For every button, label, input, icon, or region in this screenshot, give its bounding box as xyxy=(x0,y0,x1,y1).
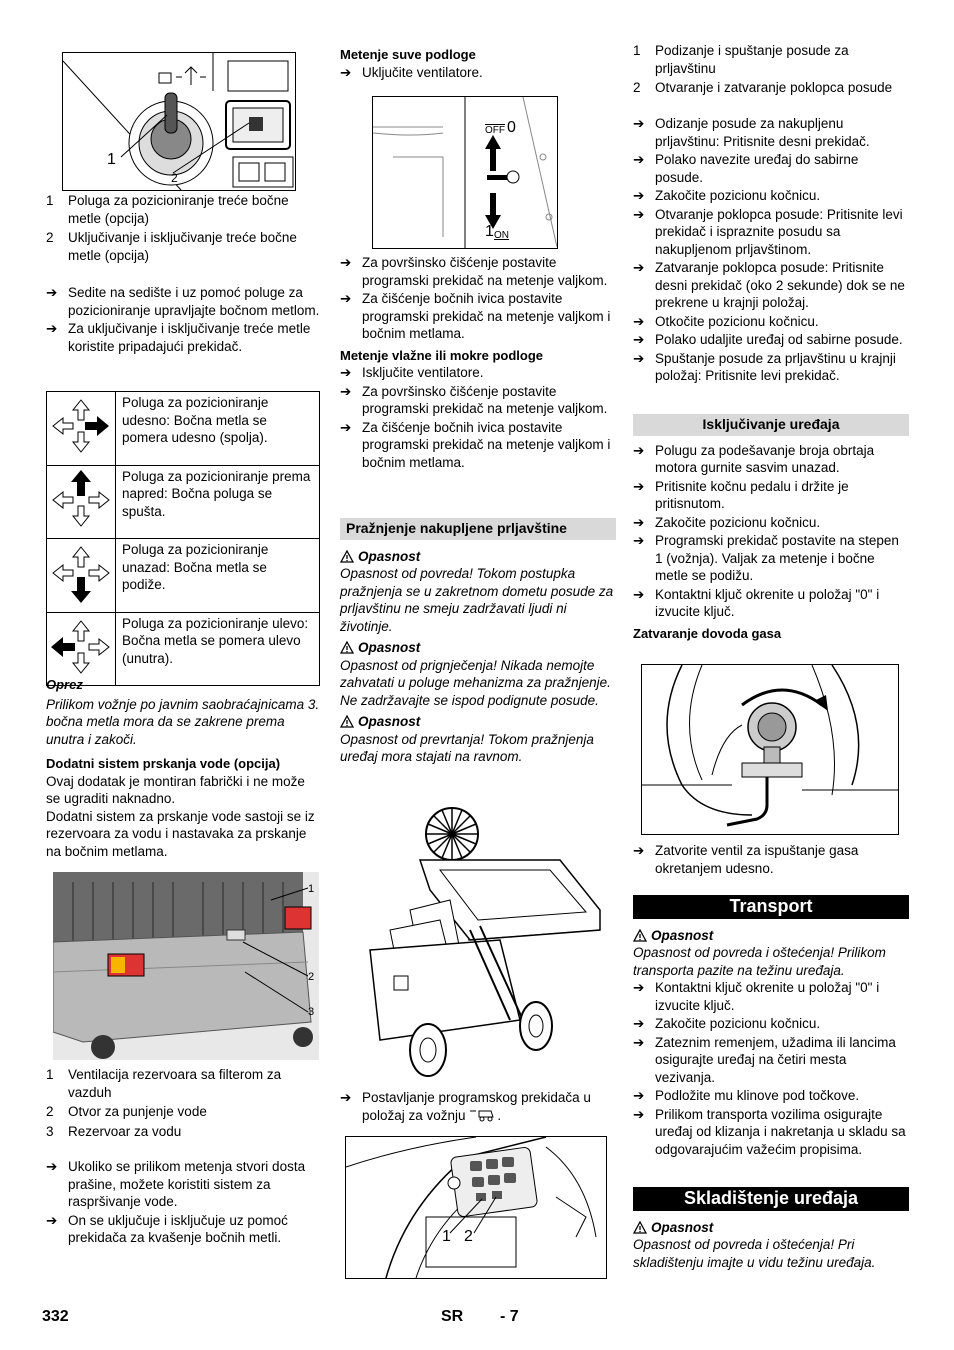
callout-2: 2 xyxy=(171,171,178,185)
step-item: ➔ Otvaranje poklopca posude: Pritisnite levi prekidač i ispraznite posudu sa nakupljenom prljavštinom. xyxy=(633,206,903,257)
step-item: ➔ Pritisnite kočnu pedalu i držite je pritisnutom. xyxy=(633,478,849,511)
step-item: ➔ Kontaktni ključ okrenite u položaj "0" i izvucite ključ. xyxy=(633,980,880,1013)
gas-heading: Zatvaranje dovoda gasa xyxy=(633,625,782,641)
switch-one-label: 1 xyxy=(485,223,494,240)
step-item: ➔ Za uključivanje i isključivanje treće metle koristite pripadajući prekidač. xyxy=(46,321,311,354)
transport-section xyxy=(633,895,909,1159)
warning-triangle-icon xyxy=(633,929,647,942)
water-spray-steps xyxy=(46,1158,320,1248)
wet-heading: Metenje vlažne ili mokre podloge xyxy=(340,347,543,363)
step-item: ➔ Otkočite pozicionu kočnicu. xyxy=(633,313,819,329)
shutdown-heading: Isključivanje uređaja xyxy=(633,414,909,436)
list-item: 3 Rezervoar za vodu xyxy=(46,1123,182,1139)
page-number: 332 xyxy=(42,1308,69,1325)
caution-block xyxy=(46,676,320,860)
step-item: ➔ Za površinsko čišćenje postavite programski prekidač na metenje valjkom. xyxy=(340,383,608,416)
warning-title: Opasnost xyxy=(340,548,616,566)
switch-on-label: ON xyxy=(494,230,509,241)
warning-triangle-icon xyxy=(340,550,354,563)
spray-paragraph-2: Dodatni sistem za prskanje vode sastoji se iz rezervoara za vodu i nastavaka za prskanje na bočnim metlama. xyxy=(46,808,315,859)
water-tank-legend xyxy=(46,1066,320,1142)
step-item: ➔ Polako navezite uređaj do sabirne posude. xyxy=(633,152,859,185)
callout-3: 3 xyxy=(308,1006,315,1018)
dry-heading: Metenje suve podloge xyxy=(340,47,476,62)
callout-1: 1 xyxy=(107,151,116,168)
lever-steps xyxy=(46,284,320,356)
dry-sweeping-section xyxy=(340,46,616,82)
dry-steps xyxy=(340,254,616,472)
step-item: ➔ Zakočite pozicionu kočnicu. xyxy=(633,514,821,530)
list-item: 2 Otvaranje i zatvaranje poklopca posude xyxy=(633,80,893,95)
warning-triangle-icon xyxy=(340,641,354,654)
table-cell: Poluga za pozicioniranje prema napred: Bočna poluga se spušta. xyxy=(116,465,320,539)
step-item: ➔ Odizanje posude za nakupljenu prljavštinu: Pritisnite desni prekidač. xyxy=(633,116,870,149)
list-item: 1 Podizanje i spuštanje posude za prljavštinu xyxy=(633,43,849,76)
table-cell: Poluga za pozicioniranje ulevo: Bočna metla se pomera ulevo (unutra). xyxy=(116,612,320,686)
emptying-heading: Pražnjenje nakupljene prljavštine xyxy=(340,518,616,540)
switch-zero-label: 0 xyxy=(507,119,516,136)
callout-2: 2 xyxy=(464,1228,473,1245)
step-item: ➔ Podložite mu klinove pod točkove. xyxy=(633,1088,860,1103)
warning-text: Opasnost od povreda i oštećenja! Prilikom transporta pazite na težinu uređaja. xyxy=(633,945,886,978)
table-cell: Poluga za pozicioniranje unazad: Bočna metla se podiže. xyxy=(116,539,320,613)
control-panel-figure xyxy=(345,1136,607,1279)
storage-section xyxy=(633,1187,909,1271)
storage-heading: Skladištenje uređaja xyxy=(633,1187,909,1211)
step-item: ➔ Za čišćenje bočnih ivica postavite programski prekidač na metenje valjkom i bočnim metlama. xyxy=(340,419,611,470)
language-code: SR xyxy=(441,1308,464,1325)
lever-forward-icon xyxy=(47,466,115,534)
step-item: ➔ Kontaktni ključ okrenite u položaj "0" i izvucite ključ. xyxy=(633,586,880,619)
transport-heading: Transport xyxy=(633,895,909,919)
step-item: ➔ Zatvaranje poklopca posude: Pritisnite desni prekidač (oko 2 sekunde) dok se ne prekrene u krajnji položaj. xyxy=(633,260,905,310)
step-item: ➔ Za čišćenje bočnih ivica postavite programski prekidač na metenje valjkom i bočnim metlama. xyxy=(340,291,611,341)
caution-title: Oprez xyxy=(46,677,83,692)
switch-off-label: $\overline{OFF}$ xyxy=(485,125,505,136)
warning-triangle-icon xyxy=(340,715,354,728)
list-item: 2 Uključivanje i isključivanje treće bočne metle (opcija) xyxy=(46,230,297,263)
callout-1: 1 xyxy=(442,1228,451,1245)
warning-text: Opasnost od povreda! Tokom postupka pražnjenja se u zakretnom dometu posude za prljavštinu ne smeju zadržavati ljudi ni životinje. xyxy=(340,566,614,634)
warning-title: Opasnost xyxy=(633,927,909,945)
warning-title: Opasnost xyxy=(340,713,616,731)
table-cell: Poluga za pozicioniranje udesno: Bočna metla se pomera udesno (spolja). xyxy=(116,392,320,466)
warning-text: Opasnost od prignječenja! Nikada nemojte zahvatati u poluge mehanizma za pražnjenje. Ne zadržavajte se ispod podignute posude. xyxy=(340,657,611,708)
step-item: ➔ Programski prekidač postavite na stepen 1 (vožnja). Valjak za metenje i bočne metle se podižu. xyxy=(633,533,899,583)
dump-controls-legend xyxy=(633,42,909,99)
warning-text: Opasnost od povreda i oštećenja! Pri skladištenju imajte u vidu težinu uređaja. xyxy=(633,1237,876,1270)
dump-steps xyxy=(633,115,909,386)
shutdown-section xyxy=(633,414,909,642)
step-item: ➔ On se uključuje i isključuje uz pomoć prekidača za kvašenje bočnih metli. xyxy=(46,1212,288,1245)
warning-title: Opasnost xyxy=(633,1219,909,1237)
table-row xyxy=(47,539,320,613)
lever-legend-list xyxy=(46,192,320,266)
step-item: ➔ Za površinsko čišćenje postavite programski prekidač na metenje valjkom. xyxy=(340,255,608,288)
section-page: - 7 xyxy=(500,1308,519,1325)
spray-paragraph-1: Ovaj dodatak je montiran fabrički i ne može se ugraditi naknadno. xyxy=(46,773,305,806)
step-item: ➔ Isključite ventilatore. xyxy=(340,365,484,380)
step-item: ➔ Zakočite pozicionu kočnicu. xyxy=(633,1016,821,1031)
table-row xyxy=(47,392,320,466)
step-item: ➔ Zateznim remenjem, užadima ili lancima osigurajte uređaj na četiri mesta vezivanja. xyxy=(633,1034,896,1085)
list-item: 1 Poluga za pozicioniranje treće bočne metle (opcija) xyxy=(46,193,289,226)
table-row xyxy=(47,465,320,539)
side-brush-lever-figure xyxy=(62,52,296,191)
lever-direction-table xyxy=(46,391,320,686)
spray-heading: Dodatni sistem prskanja vode (opcija) xyxy=(46,756,281,771)
step-item: ➔ Zatvorite ventil za ispuštanje gasa okretanjem udesno. xyxy=(633,843,859,876)
step-item: ➔ Polugu za podešavanje broja obrtaja motora gurnite sasvim unazad. xyxy=(633,442,875,475)
fan-switch-figure xyxy=(372,96,558,249)
lever-right-icon xyxy=(47,392,115,460)
caution-text: Prilikom vožnje po javnim saobraćajnicama 3. bočna metla mora da se zakrene prema unutra i zakoči. xyxy=(46,696,320,747)
step-item: ➔ Postavljanje programskog prekidača u položaj za vožnju . xyxy=(340,1090,591,1123)
step-item: ➔ Polako udaljite uređaj od sabirne posude. xyxy=(633,332,903,347)
step-item: ➔ Spuštanje posude za prljavštinu u krajnji položaj: Pritisnite levi prekidač. xyxy=(633,350,896,383)
gas-step xyxy=(633,842,909,878)
step-item: ➔ Ukoliko se prilikom metenja stvori dosta prašine, možete koristiti sistem za raspršivanje vode. xyxy=(46,1159,306,1209)
step-item: ➔ Zakočite pozicionu kočnicu. xyxy=(633,188,821,203)
drive-position-step xyxy=(340,1089,616,1125)
step-item: ➔ Sedite na sedište i uz pomoć poluge za pozicioniranje upravljajte bočnom metlom. xyxy=(46,285,320,318)
step-item: ➔ Uključite ventilatore. xyxy=(340,64,483,80)
drive-mode-icon xyxy=(469,1108,497,1122)
water-tank-photo xyxy=(53,872,319,1060)
warning-triangle-icon xyxy=(633,1221,647,1234)
gas-valve-figure xyxy=(641,664,899,835)
table-row xyxy=(47,612,320,686)
sweeper-dump-illustration xyxy=(350,800,612,1082)
callout-1: 1 xyxy=(308,883,315,895)
lever-back-icon xyxy=(47,539,115,607)
warning-title: Opasnost xyxy=(340,639,616,657)
emptying-section xyxy=(340,518,616,766)
callout-2: 2 xyxy=(308,971,315,983)
step-item: ➔ Prilikom transporta vozilima osigurajte uređaj od klizanja i nakretanja u skladu sa odgovarajućim važećim propisima. xyxy=(633,1106,906,1157)
list-item: 2 Otvor za punjenje vode xyxy=(46,1104,207,1119)
lever-left-icon xyxy=(47,613,115,681)
warning-text: Opasnost od prevrtanja! Tokom pražnjenja uređaj mora stajati na ravnom. xyxy=(340,731,594,764)
list-item: 1 Ventilacija rezervoara sa filterom za vazduh xyxy=(46,1067,282,1100)
